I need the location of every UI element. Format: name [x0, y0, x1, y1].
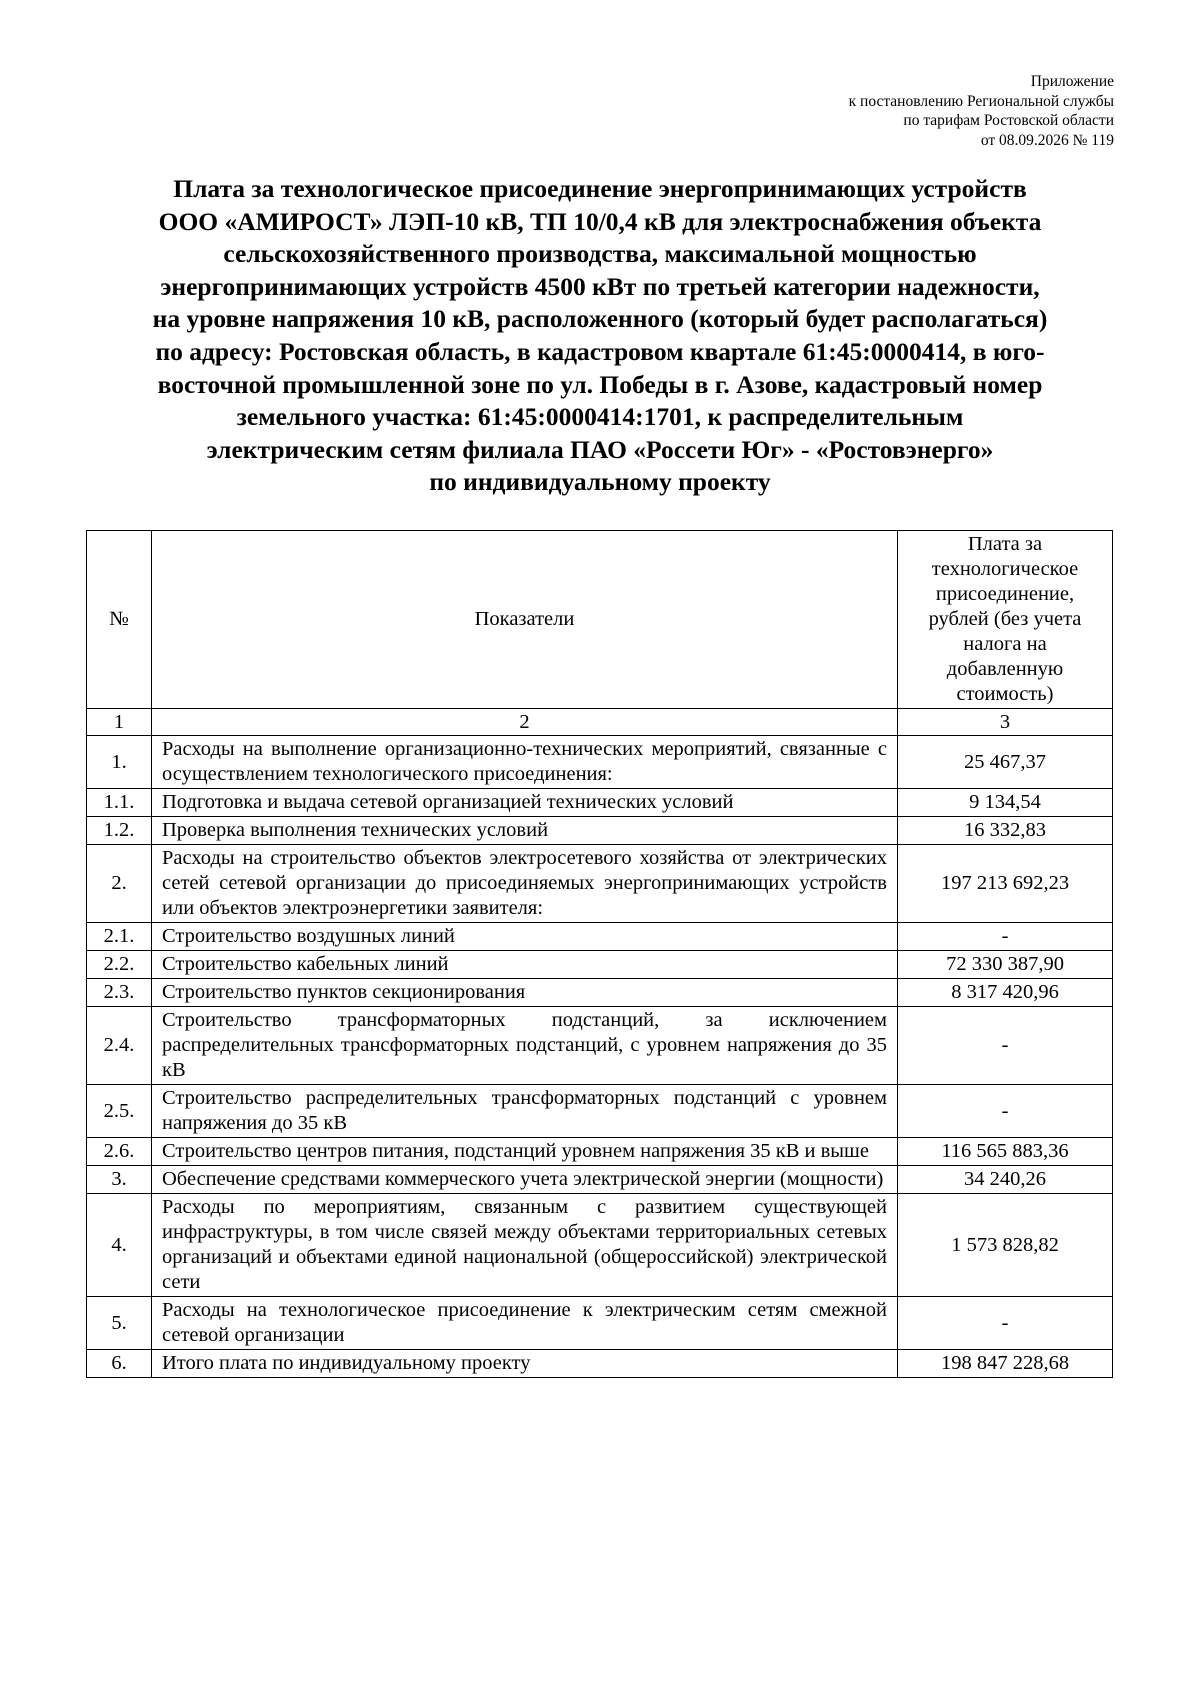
header-number: №: [87, 531, 152, 709]
row-indicator: Подготовка и выдача сетевой организацией технических условий: [152, 789, 898, 817]
row-value: -: [898, 1297, 1113, 1350]
row-number: 1.2.: [87, 817, 152, 845]
title-line: на уровне напряжения 10 кВ, расположенного (который будет располагаться): [152, 304, 1048, 334]
row-number: 1.1.: [87, 789, 152, 817]
table-row: [87, 817, 1113, 845]
row-value: 25 467,37: [898, 736, 1113, 789]
title-line: восточной промышленной зоне по ул. Победы в г. Азове, кадастровый номер: [157, 369, 1043, 399]
title-line: энергопринимающих устройств 4500 кВт по третьей категории надежности,: [160, 271, 1040, 301]
table-row-total: [87, 1350, 1113, 1378]
row-number: 2.1.: [87, 923, 152, 951]
table-row: [87, 1194, 1113, 1297]
appendix-line: по тарифам Ростовской области: [903, 112, 1114, 129]
table-row: [87, 979, 1113, 1007]
row-indicator: Проверка выполнения технических условий: [152, 817, 898, 845]
appendix-date-number: от 08.09.2026 № 119: [980, 131, 1114, 149]
row-indicator: Строительство распределительных трансформаторных подстанций с уровнем напряжения до 35 кВ: [152, 1085, 898, 1138]
row-number: 2.: [87, 845, 152, 923]
table-row: [87, 951, 1113, 979]
row-indicator: Расходы на выполнение организационно-технических мероприятий, связанные с осуществлением технологического присоединения:: [152, 736, 898, 789]
row-value: -: [898, 1085, 1113, 1138]
row-indicator: Строительство трансформаторных подстанций, за исключением распределительных трансформаторных подстанций, с уровнем напряжения до 35 кВ: [152, 1007, 898, 1085]
row-number: 6.: [87, 1350, 152, 1378]
row-value: 198 847 228,68: [898, 1350, 1113, 1378]
table-row: [87, 1138, 1113, 1166]
row-indicator: Строительство пунктов секционирования: [152, 979, 898, 1007]
title-line: Плата за технологическое присоединение энергопринимающих устройств: [173, 174, 1027, 203]
appendix-note: [849, 72, 1114, 150]
header-payment: Плата за технологическое присоединение, рублей (без учета налога на добавленную стоимость): [898, 531, 1113, 709]
table-row: [87, 736, 1113, 789]
row-number: 2.6.: [87, 1138, 152, 1166]
title-line: земельного участка: 61:45:0000414:1701, к распределительным: [236, 402, 964, 432]
row-indicator: Расходы по мероприятиям, связанным с развитием существующей инфраструктуры, в том числе связей между объектами территориальных сетевых организаций и объектами единой национальной (общероссийской) электрической сети: [152, 1194, 898, 1297]
title-line: по адресу: Ростовская область, в кадастровом квартале 61:45:0000414, в юго-: [155, 336, 1045, 366]
row-value: 116 565 883,36: [898, 1138, 1113, 1166]
row-number: 3.: [87, 1166, 152, 1194]
row-indicator: Расходы на строительство объектов электросетевого хозяйства от электрических сетей сетевой организации до присоединяемых энергопринимающих устройств или объектов электроэнергетики заявителя:: [152, 845, 898, 923]
column-index-row: [87, 709, 1113, 736]
table-header-row: [87, 531, 1113, 709]
row-indicator: Строительство кабельных линий: [152, 951, 898, 979]
payment-table: [86, 530, 1113, 1378]
row-indicator: Обеспечение средствами коммерческого учета электрической энергии (мощности): [152, 1166, 898, 1194]
table-row: [87, 845, 1113, 923]
row-value: 1 573 828,82: [898, 1194, 1113, 1297]
row-value: 16 332,83: [898, 817, 1113, 845]
row-number: 2.5.: [87, 1085, 152, 1138]
table-row: [87, 923, 1113, 951]
title-line: сельскохозяйственного производства, максимальной мощностью: [223, 239, 977, 269]
row-number: 2.2.: [87, 951, 152, 979]
table-row: [87, 1085, 1113, 1138]
row-indicator: Расходы на технологическое присоединение к электрическим сетям смежной сетевой организации: [152, 1297, 898, 1350]
row-value: -: [898, 1007, 1113, 1085]
row-value: 8 317 420,96: [898, 979, 1113, 1007]
title-line: ООО «АМИРОСТ» ЛЭП-10 кВ, ТП 10/0,4 кВ для электроснабжения объекта: [158, 206, 1042, 236]
header-indicators: Показатели: [152, 531, 898, 709]
title-line: по индивидуальному проекту: [429, 467, 771, 497]
row-value: 9 134,54: [898, 789, 1113, 817]
row-value: -: [898, 923, 1113, 951]
row-indicator: Строительство центров питания, подстанций уровнем напряжения 35 кВ и выше: [152, 1138, 898, 1166]
title-line: электрическим сетям филиала ПАО «Россети Юг» - «Ростовэнерго»: [206, 434, 994, 464]
table-row: [87, 1166, 1113, 1194]
row-value: 197 213 692,23: [898, 845, 1113, 923]
row-number: 2.3.: [87, 979, 152, 1007]
column-index: 3: [898, 709, 1113, 736]
table-row: [87, 1297, 1113, 1350]
row-indicator: Строительство воздушных линий: [152, 923, 898, 951]
document-title: [80, 173, 1120, 499]
appendix-line: к постановлению Региональной службы: [848, 92, 1114, 110]
row-number: 5.: [87, 1297, 152, 1350]
row-value: 72 330 387,90: [898, 951, 1113, 979]
table-row: [87, 1007, 1113, 1085]
column-index: 1: [87, 709, 152, 736]
row-value: 34 240,26: [898, 1166, 1113, 1194]
row-indicator: Итого плата по индивидуальному проекту: [152, 1350, 898, 1378]
row-number: 2.4.: [87, 1007, 152, 1085]
appendix-line: Приложение: [1030, 73, 1114, 90]
table-row: [87, 789, 1113, 817]
column-index: 2: [152, 709, 898, 736]
row-number: 4.: [87, 1194, 152, 1297]
row-number: 1.: [87, 736, 152, 789]
